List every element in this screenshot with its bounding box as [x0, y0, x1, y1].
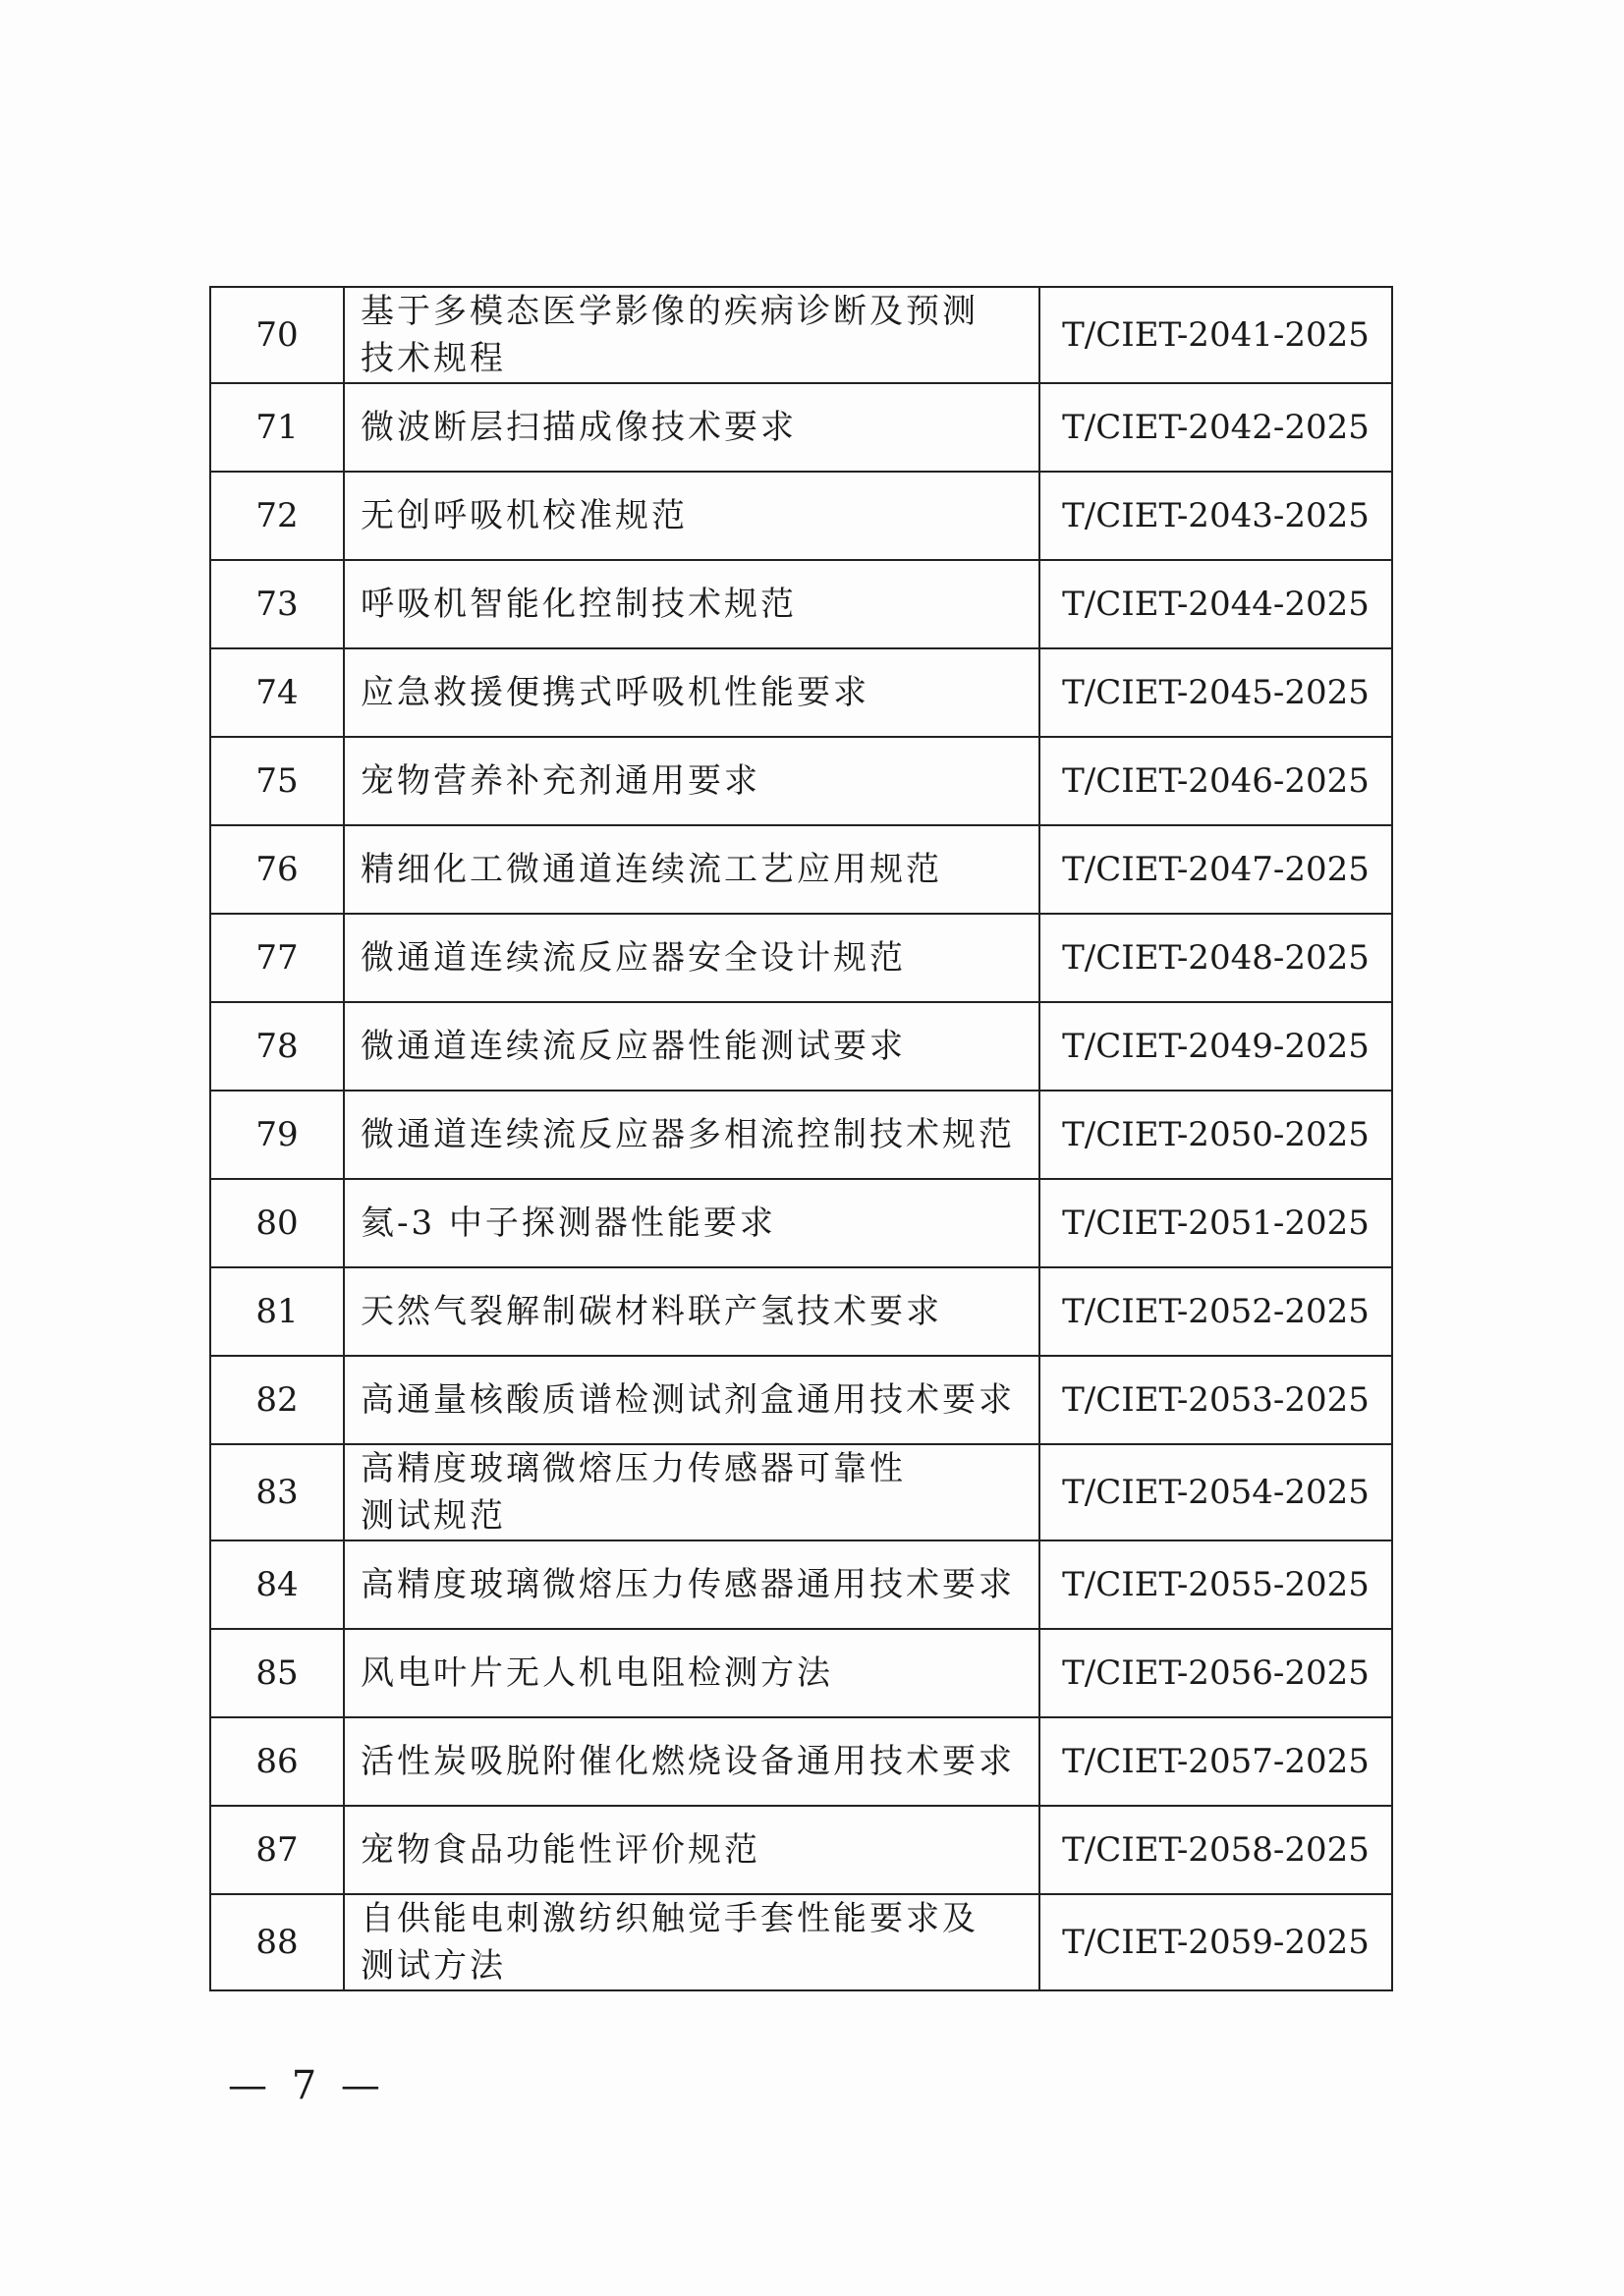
standard-name: 活性炭吸脱附催化燃烧设备通用技术要求	[344, 1717, 1039, 1806]
standard-code: T/CIET-2046-2025	[1039, 737, 1392, 825]
standard-code: T/CIET-2043-2025	[1039, 472, 1392, 560]
standard-code: T/CIET-2041-2025	[1039, 287, 1392, 383]
standard-code: T/CIET-2055-2025	[1039, 1540, 1392, 1629]
standard-name: 精细化工微通道连续流工艺应用规范	[344, 825, 1039, 914]
standard-name: 高通量核酸质谱检测试剂盒通用技术要求	[344, 1356, 1039, 1444]
standards-table	[209, 286, 1393, 1991]
standard-name: 微波断层扫描成像技术要求	[344, 383, 1039, 472]
standard-code: T/CIET-2058-2025	[1039, 1806, 1392, 1894]
table-row	[210, 1894, 1392, 1990]
standard-code: T/CIET-2048-2025	[1039, 914, 1392, 1002]
standard-name: 微通道连续流反应器多相流控制技术规范	[344, 1091, 1039, 1179]
row-number: 84	[210, 1540, 344, 1629]
standard-code: T/CIET-2054-2025	[1039, 1444, 1392, 1540]
standard-code: T/CIET-2042-2025	[1039, 383, 1392, 472]
table-row	[210, 1267, 1392, 1356]
standard-code: T/CIET-2057-2025	[1039, 1717, 1392, 1806]
table-row	[210, 1091, 1392, 1179]
row-number: 76	[210, 825, 344, 914]
standard-code: T/CIET-2050-2025	[1039, 1091, 1392, 1179]
table-row	[210, 825, 1392, 914]
standard-name: 应急救援便携式呼吸机性能要求	[344, 648, 1039, 737]
table-row	[210, 472, 1392, 560]
table-row	[210, 383, 1392, 472]
row-number: 75	[210, 737, 344, 825]
standard-code: T/CIET-2045-2025	[1039, 648, 1392, 737]
row-number: 78	[210, 1002, 344, 1091]
standard-code: T/CIET-2044-2025	[1039, 560, 1392, 648]
row-number: 80	[210, 1179, 344, 1267]
row-number: 82	[210, 1356, 344, 1444]
table-row	[210, 737, 1392, 825]
table-row	[210, 1356, 1392, 1444]
standard-name: 宠物营养补充剂通用要求	[344, 737, 1039, 825]
standard-name: 微通道连续流反应器性能测试要求	[344, 1002, 1039, 1091]
table-row	[210, 1179, 1392, 1267]
standard-name: 风电叶片无人机电阻检测方法	[344, 1629, 1039, 1717]
standards-table-body	[210, 287, 1392, 1990]
table-row	[210, 1806, 1392, 1894]
row-number: 79	[210, 1091, 344, 1179]
row-number: 74	[210, 648, 344, 737]
row-number: 72	[210, 472, 344, 560]
table-row	[210, 1002, 1392, 1091]
standard-name: 呼吸机智能化控制技术规范	[344, 560, 1039, 648]
row-number: 86	[210, 1717, 344, 1806]
row-number: 87	[210, 1806, 344, 1894]
standard-name: 氦-3 中子探测器性能要求	[344, 1179, 1039, 1267]
standard-code: T/CIET-2049-2025	[1039, 1002, 1392, 1091]
table-row	[210, 560, 1392, 648]
row-number: 73	[210, 560, 344, 648]
standard-code: T/CIET-2053-2025	[1039, 1356, 1392, 1444]
page-number: — 7 —	[228, 2063, 386, 2108]
row-number: 85	[210, 1629, 344, 1717]
standard-code: T/CIET-2059-2025	[1039, 1894, 1392, 1990]
standard-code: T/CIET-2056-2025	[1039, 1629, 1392, 1717]
standard-name: 高精度玻璃微熔压力传感器通用技术要求	[344, 1540, 1039, 1629]
standard-name: 基于多模态医学影像的疾病诊断及预测 技术规程	[344, 287, 1039, 383]
standard-name: 高精度玻璃微熔压力传感器可靠性 测试规范	[344, 1444, 1039, 1540]
standard-name: 天然气裂解制碳材料联产氢技术要求	[344, 1267, 1039, 1356]
table-row	[210, 1540, 1392, 1629]
standard-name: 无创呼吸机校准规范	[344, 472, 1039, 560]
table-row	[210, 1444, 1392, 1540]
table-row	[210, 914, 1392, 1002]
row-number: 81	[210, 1267, 344, 1356]
table-row	[210, 648, 1392, 737]
row-number: 71	[210, 383, 344, 472]
standard-code: T/CIET-2047-2025	[1039, 825, 1392, 914]
row-number: 70	[210, 287, 344, 383]
row-number: 88	[210, 1894, 344, 1990]
standard-name: 自供能电刺激纺织触觉手套性能要求及 测试方法	[344, 1894, 1039, 1990]
table-row	[210, 1717, 1392, 1806]
row-number: 77	[210, 914, 344, 1002]
table-row	[210, 287, 1392, 383]
table-row	[210, 1629, 1392, 1717]
standard-code: T/CIET-2052-2025	[1039, 1267, 1392, 1356]
standard-name: 微通道连续流反应器安全设计规范	[344, 914, 1039, 1002]
standard-name: 宠物食品功能性评价规范	[344, 1806, 1039, 1894]
row-number: 83	[210, 1444, 344, 1540]
standard-code: T/CIET-2051-2025	[1039, 1179, 1392, 1267]
